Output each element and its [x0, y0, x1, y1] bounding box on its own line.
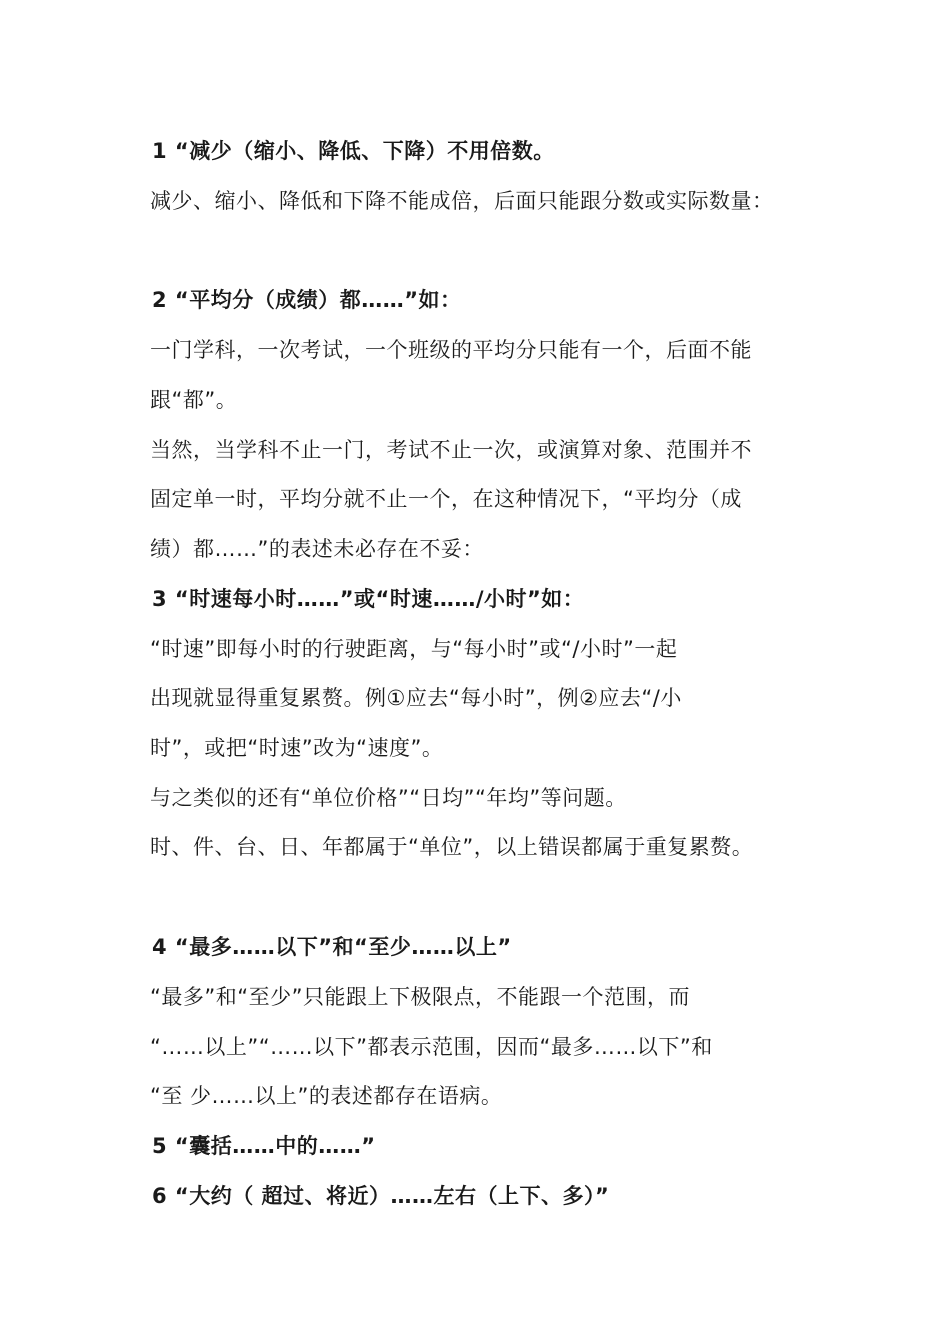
section-3-line-5: 时、件、台、日、年都属于“单位”，以上错误都属于重复累赘。	[150, 835, 754, 859]
section-3-line-4: 与之类似的还有“单位价格”“日均”“年均”等问题。	[150, 786, 627, 810]
section-4-line-3: “至 少……以上”的表述都存在语病。	[150, 1084, 503, 1108]
section-1-line-1: 减少、缩小、降低和下降不能成倍，后面只能跟分数或实际数量：	[150, 189, 774, 213]
section-2-line-1: 一门学科，一次考试，一个班级的平均分只能有一个，后面不能	[150, 338, 752, 362]
section-4-heading: 4 “最多……以下”和“至少……以上”	[152, 935, 512, 959]
section-2-line-3: 当然，当学科不止一门，考试不止一次，或演算对象、范围并不	[150, 438, 752, 462]
section-3-line-1: “时速”即每小时的行驶距离，与“每小时”或“/小时”一起	[150, 637, 678, 661]
section-3-heading: 3 “时速每小时……”或“时速……/小时”如：	[152, 587, 585, 611]
section-2-line-2: 跟“都”。	[150, 388, 238, 412]
section-2-heading: 2 “平均分（成绩）都……”如：	[152, 288, 462, 312]
section-2-line-4: 固定单一时，平均分就不止一个，在这种情况下，“平均分（成	[150, 487, 742, 511]
section-2-line-5: 绩）都……”的表述未必存在不妥：	[150, 537, 484, 561]
section-1-heading: 1 “减少（缩小、降低、下降）不用倍数。	[152, 139, 555, 163]
section-5-heading: 5 “囊括……中的……”	[152, 1134, 376, 1158]
section-3-line-2: 出现就显得重复累赘。例①应去“每小时”，例②应去“/小	[150, 686, 682, 710]
section-3-line-3: 时”，或把“时速”改为“速度”。	[150, 736, 444, 760]
section-6-heading: 6 “大约（ 超过、将近）……左右（上下、多）”	[152, 1184, 610, 1208]
section-4-line-2: “……以上”“……以下”都表示范围，因而“最多……以下”和	[150, 1035, 713, 1059]
section-4-line-1: “最多”和“至少”只能跟上下极限点，不能跟一个范围，而	[150, 985, 691, 1009]
